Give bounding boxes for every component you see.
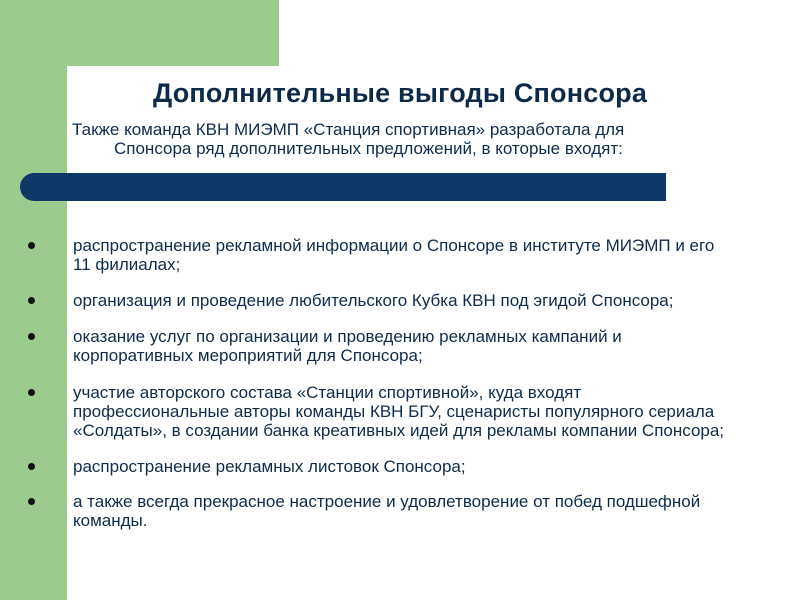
benefits-list (27, 236, 727, 530)
list-item (27, 291, 727, 310)
list-item (27, 383, 727, 440)
intro-text-line-2: Спонсора ряд дополнительных предложений, в которые входят: (114, 139, 623, 158)
list-item (27, 327, 727, 365)
divider-bar (20, 173, 666, 201)
list-item-text: организация и проведение любительского Кубка КВН под эгидой Спонсора; (73, 291, 674, 310)
top-accent-block (0, 0, 279, 66)
list-item-text: участие авторского состава «Станции спортивной», куда входят профессиональные авторы команды КВН БГУ, сценаристы популярного сериала «Солдаты», в создании банка креативных идей для рекламы компании Спонсора; (73, 383, 725, 440)
bullet-icon (28, 463, 35, 470)
list-item-text: оказание услуг по организации и проведению рекламных кампаний и корпоративных мероприятий для Спонсора; (73, 327, 622, 365)
bullet-icon (28, 242, 35, 249)
list-item (27, 457, 727, 476)
bullet-icon (28, 389, 35, 396)
list-item-text: распространение рекламной информации о Спонсоре в институте МИЭМП и его 11 филиалах; (73, 236, 715, 274)
list-item (27, 492, 727, 530)
bullet-icon (28, 498, 35, 505)
slide-title: Дополнительные выгоды Спонсора (152, 78, 648, 108)
list-item-text: а также всегда прекрасное настроение и удовлетворение от побед подшефной команды. (73, 492, 701, 530)
list-item-text: распространение рекламных листовок Спонсора; (73, 457, 466, 476)
intro-text-line-1: Также команда КВН МИЭМП «Станция спортивная» разработала для (72, 120, 625, 139)
bullet-icon (28, 333, 35, 340)
list-item (27, 236, 727, 274)
bullet-icon (28, 297, 35, 304)
